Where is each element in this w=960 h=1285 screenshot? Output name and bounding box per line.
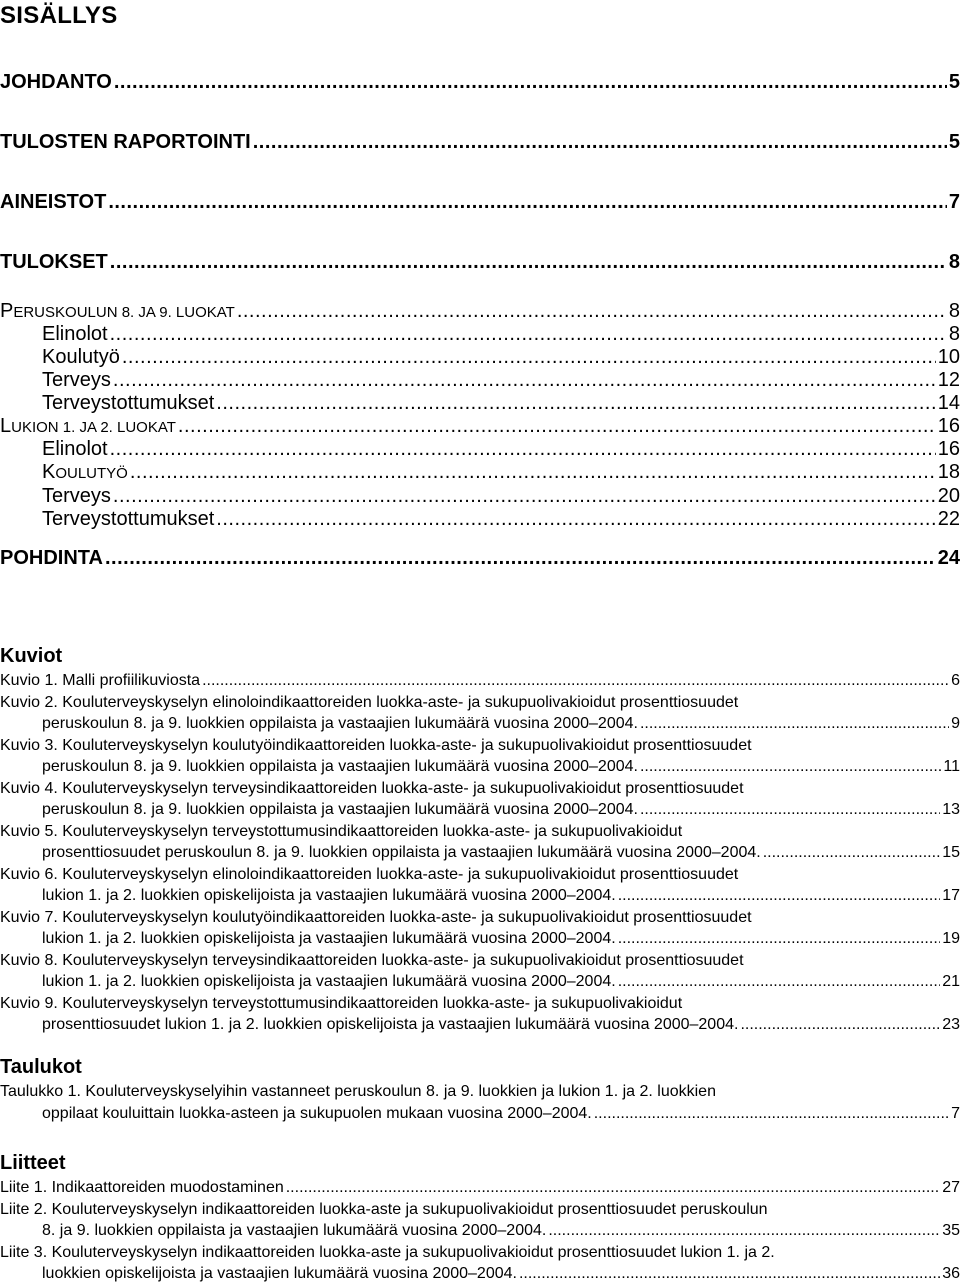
figure-title: Kuvio 1. Malli profiilikuviosta [0, 672, 201, 689]
appendix-title: Liite 1. Indikaattoreiden muodostaminen [0, 1179, 284, 1196]
toc-page: 5 [948, 131, 960, 153]
appendix-entry[interactable] [0, 1242, 960, 1285]
dot-leader [114, 70, 947, 94]
toc-page: 20 [937, 485, 960, 507]
figure-page: 6 [951, 672, 960, 689]
page-title: SISÄLLYS [0, 2, 118, 29]
figure-page: 15 [942, 844, 960, 861]
toc-label: JOHDANTO [0, 71, 112, 93]
toc-entry-tulosten-raportointi[interactable] [0, 130, 960, 154]
toc-label: PERUSKOULUN 8. JA 9. LUOKAT [0, 300, 235, 322]
dot-leader [178, 414, 936, 438]
figure-title: Kuvio 9. Kouluterveyskyselyn terveystottumusindikaattoreiden luokka-aste- ja sukupuolivakioidut [0, 994, 683, 1012]
dot-leader [110, 322, 947, 346]
figure-title: Kuvio 2. Kouluterveyskyselyn elinoloindikaattoreiden luokka-aste- ja sukupuolivakioidut prosenttiosuudet [0, 693, 739, 711]
toc-label: Terveystottumukset [42, 392, 215, 414]
figure-title-cont: peruskoulun 8. ja 9. luokkien oppilaista ja vastaajien lukumäärä vuosina 2000–2004. [42, 758, 638, 775]
appendix-page: 35 [942, 1222, 960, 1239]
toc-page: 22 [937, 508, 960, 530]
figure-title-cont: prosenttiosuudet peruskoulun 8. ja 9. luokkien oppilaista ja vastaajien lukumäärä vuosina 2000–2004. [42, 844, 761, 861]
table-title: Taulukko 1. Kouluterveyskyselyihin vastanneet peruskoulun 8. ja 9. luokkien ja lukion 1. ja 2. luokkien [0, 1083, 716, 1100]
figure-page: 11 [943, 758, 960, 775]
toc-entry-koulutyo-2[interactable] [42, 460, 960, 486]
toc-page: 8 [948, 323, 960, 345]
figure-entry[interactable] [0, 778, 960, 821]
toc-label: LUKION 1. JA 2. LUOKAT [0, 415, 176, 437]
toc-page: 24 [937, 547, 960, 569]
figure-title-cont: lukion 1. ja 2. luokkien opiskelijoista ja vastaajien lukumäärä vuosina 2000–2004. [42, 930, 616, 947]
toc-label: Elinolot [42, 323, 108, 345]
dot-leader [594, 1103, 949, 1125]
figure-title: Kuvio 8. Kouluterveyskyselyn terveysindikaattoreiden luokka-aste- ja sukupuolivakioidut prosenttiosuudet [0, 951, 744, 969]
dot-leader [113, 484, 936, 508]
liitteet-heading: Liitteet [0, 1152, 66, 1174]
dot-leader [618, 885, 941, 907]
toc-entry-terveystottumukset-2[interactable] [42, 507, 960, 531]
appendix-title: Liite 2. Kouluterveyskyselyn indikaattoreiden luokka-aste ja sukupuolivakioidut prosenttiosuudet peruskoulun [0, 1200, 768, 1218]
toc-label: TULOSTEN RAPORTOINTI [0, 131, 251, 153]
dot-leader [130, 460, 936, 484]
dot-leader [105, 546, 936, 570]
table-page: 7 [951, 1104, 960, 1122]
appendix-title-cont: luokkien opiskelijoista ja vastaajien lukumäärä vuosina 2000–2004. [42, 1265, 517, 1282]
dot-leader [108, 190, 947, 214]
toc-page: 16 [937, 438, 960, 460]
appendix-entry[interactable] [0, 1177, 960, 1199]
appendix-page: 27 [942, 1179, 960, 1196]
toc-entry-terveys-1[interactable] [42, 368, 960, 392]
table-title-cont: oppilaat kouluittain luokka-asteen ja sukupuolen mukaan vuosina 2000–2004. [42, 1104, 592, 1122]
toc-page: 10 [937, 346, 960, 368]
toc-label: Terveys [42, 485, 111, 507]
dot-leader [113, 368, 936, 392]
dot-leader [110, 437, 936, 461]
dot-leader [122, 345, 936, 369]
toc-page: 8 [948, 251, 960, 273]
liitteet-list [0, 1177, 960, 1285]
toc-label: Terveys [42, 369, 111, 391]
toc-entry-terveys-2[interactable] [42, 484, 960, 508]
figure-title-cont: prosenttiosuudet lukion 1. ja 2. luokkien opiskelijoista ja vastaajien lukumäärä vuosina 2000–2004. [42, 1016, 739, 1033]
toc-page: 8 [948, 300, 960, 322]
figure-page: 13 [942, 801, 960, 818]
toc-label: POHDINTA [0, 547, 103, 569]
toc-entry-koulutyo-1[interactable] [42, 345, 960, 369]
dot-leader [216, 507, 935, 531]
figure-entry[interactable] [0, 864, 960, 907]
figure-title: Kuvio 4. Kouluterveyskyselyn terveysindikaattoreiden luokka-aste- ja sukupuolivakioidut prosenttiosuudet [0, 779, 744, 797]
figure-title-cont: peruskoulun 8. ja 9. luokkien oppilaista ja vastaajien lukumäärä vuosina 2000–2004. [42, 715, 638, 732]
dot-leader [202, 670, 949, 692]
figure-entry[interactable] [0, 821, 960, 864]
dot-leader [286, 1177, 940, 1199]
figure-entry[interactable] [0, 735, 960, 778]
toc-entry-johdanto[interactable] [0, 70, 960, 94]
toc-page: 7 [948, 191, 960, 213]
toc-page: 12 [937, 369, 960, 391]
toc-label: Terveystottumukset [42, 508, 215, 530]
figure-entry[interactable] [0, 993, 960, 1036]
toc-entry-elinolot-1[interactable] [42, 322, 960, 346]
table-entry[interactable] [0, 1081, 960, 1124]
figure-page: 19 [942, 930, 960, 947]
figure-title: Kuvio 7. Kouluterveyskyselyn koulutyöindikaattoreiden luokka-aste- ja sukupuolivakioidut prosenttiosuudet [0, 908, 752, 926]
toc-page: 5 [948, 71, 960, 93]
appendix-title: Liite 3. Kouluterveyskyselyn indikaattoreiden luokka-aste ja sukupuolivakioidut prosenttiosuudet lukion 1. ja 2. [0, 1243, 775, 1261]
appendix-page: 36 [942, 1265, 960, 1282]
figure-entry[interactable] [0, 907, 960, 950]
toc-entry-elinolot-2[interactable] [42, 437, 960, 461]
toc-page: 16 [937, 415, 960, 437]
figure-title-cont: lukion 1. ja 2. luokkien opiskelijoista ja vastaajien lukumäärä vuosina 2000–2004. [42, 973, 616, 990]
taulukot-list [0, 1081, 960, 1124]
toc-entry-pohdinta[interactable] [0, 546, 960, 570]
dot-leader [237, 299, 947, 323]
appendix-title-cont: 8. ja 9. luokkien oppilaista ja vastaajien lukumäärä vuosina 2000–2004. [42, 1222, 547, 1239]
toc-entry-aineistot[interactable] [0, 190, 960, 214]
toc-entry-tulokset[interactable] [0, 250, 960, 274]
toc-entry-terveystottumukset-1[interactable] [42, 391, 960, 415]
toc-label: Koulutyö [42, 346, 120, 368]
figure-page: 17 [942, 887, 960, 904]
dot-leader [110, 250, 947, 274]
dot-leader [618, 971, 941, 993]
toc-label: TULOKSET [0, 251, 108, 273]
toc-label: KOULUTYÖ [42, 461, 128, 483]
figure-entry[interactable] [0, 692, 960, 735]
dot-leader [548, 1220, 940, 1242]
dot-leader [618, 928, 941, 950]
toc-page: 14 [937, 392, 960, 414]
figure-page: 9 [951, 715, 960, 732]
figure-page: 21 [942, 973, 960, 990]
dot-leader [640, 756, 941, 778]
dot-leader [763, 842, 941, 864]
dot-leader [640, 799, 940, 821]
figure-title: Kuvio 5. Kouluterveyskyselyn terveystottumusindikaattoreiden luokka-aste- ja sukupuolivakioidut [0, 822, 683, 840]
kuviot-heading: Kuviot [0, 645, 63, 667]
figure-title: Kuvio 3. Kouluterveyskyselyn koulutyöindikaattoreiden luokka-aste- ja sukupuolivakioidut prosenttiosuudet [0, 736, 752, 754]
figure-entry[interactable] [0, 950, 960, 993]
figure-entry[interactable] [0, 670, 960, 692]
toc-page: 18 [937, 461, 960, 483]
dot-leader [216, 391, 935, 415]
toc-label: AINEISTOT [0, 191, 107, 213]
kuviot-list [0, 670, 960, 1036]
figure-title-cont: lukion 1. ja 2. luokkien opiskelijoista ja vastaajien lukumäärä vuosina 2000–2004. [42, 887, 616, 904]
dot-leader [253, 130, 947, 154]
dot-leader [640, 713, 949, 735]
figure-page: 23 [942, 1016, 960, 1033]
figure-title: Kuvio 6. Kouluterveyskyselyn elinoloindikaattoreiden luokka-aste- ja sukupuolivakioidut prosenttiosuudet [0, 865, 739, 883]
taulukot-heading: Taulukot [0, 1056, 82, 1078]
figure-title-cont: peruskoulun 8. ja 9. luokkien oppilaista ja vastaajien lukumäärä vuosina 2000–2004. [42, 801, 638, 818]
dot-leader [740, 1014, 940, 1036]
dot-leader [519, 1263, 940, 1285]
appendix-entry[interactable] [0, 1199, 960, 1242]
toc-label: Elinolot [42, 438, 108, 460]
